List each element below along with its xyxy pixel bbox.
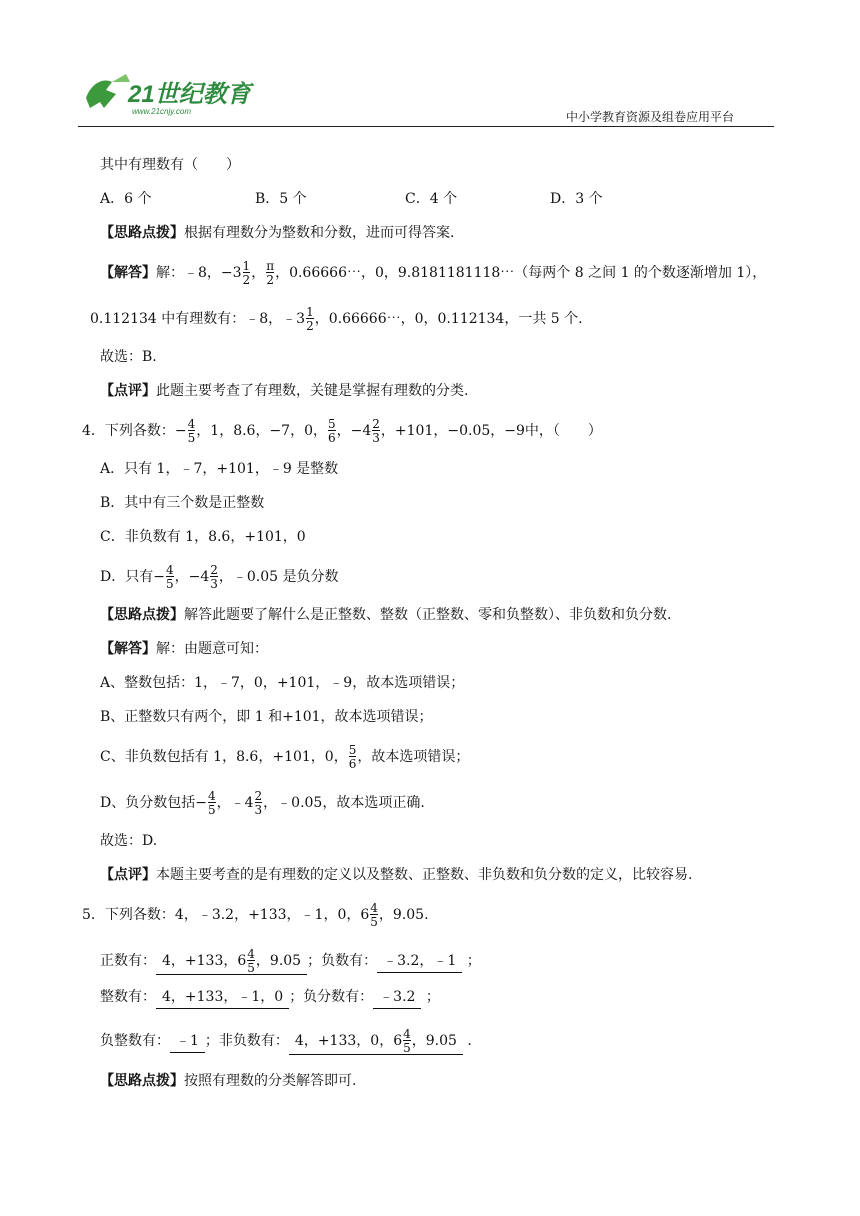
hint-tag: 【思路点拨】 — [100, 225, 184, 241]
label: 整数有： — [100, 989, 156, 1005]
review-text: 此题主要考查了有理数，关键是掌握有理数的分类. — [156, 383, 469, 399]
hint-tag: 【思路点拨】 — [100, 1073, 184, 1089]
q3-option-a: A．6 个 — [100, 191, 152, 207]
label: ；负数有： — [307, 953, 378, 969]
fraction: $\frac{2}{3}$ — [372, 417, 380, 445]
q3-option-d: D．3 个 — [550, 191, 603, 207]
q4-answer-intro — [100, 638, 268, 660]
hint-text: 根据有理数分为整数和分数，进而可得答案. — [184, 225, 455, 241]
q5-positive-line — [100, 948, 481, 975]
punctuation: . — [467, 1033, 472, 1049]
label: ；非负数有： — [204, 1033, 289, 1049]
answer-text: 0.66666⋯，0，9.8181181118⋯（每两个 8 之间 1 的个数逐渐增加 1）， — [289, 265, 767, 281]
fraction-pi: $\frac{\pi}{2}$ — [266, 259, 275, 287]
review-tag: 【点评】 — [100, 867, 156, 883]
stem-text: ，+101，−0.05，−9中，（ ） — [380, 423, 602, 439]
header-rule — [78, 126, 774, 127]
answer-blank: ﹣3.2 — [373, 986, 421, 1009]
svg-text:www.21cnjy.com: www.21cnjy.com — [132, 107, 191, 116]
punctuation: ； — [466, 953, 481, 969]
fraction: $\frac{5}{6}$ — [348, 743, 357, 771]
answer-text: 0.66666⋯，0，0.112134，一共 5 个. — [328, 311, 583, 327]
fraction: $\frac{1}{2}$ — [242, 259, 251, 287]
option-text: D．只有− — [100, 569, 165, 585]
q4-option-d — [100, 564, 339, 590]
answer-blank: ﹣3.2，﹣1 — [377, 950, 462, 973]
q4-answer-d — [100, 790, 425, 816]
hint-text: 解答此题要了解什么是正整数、整数（正整数、零和负整数）、非负数和负分数. — [184, 607, 672, 623]
fraction: $\frac{1}{2}$ — [306, 305, 314, 333]
q4-option-b: B．其中有三个数是正整数 — [100, 495, 265, 511]
answer-tag: 【解答】 — [100, 265, 156, 281]
punctuation: ； — [425, 989, 440, 1005]
fraction: $\frac{4}{5}$ — [187, 417, 196, 445]
answer-blank: 4，+133，﹣1，0 — [156, 986, 289, 1009]
q3-intro: 其中有理数有（ ） — [100, 157, 240, 173]
q3-choose: 故选：B. — [100, 349, 157, 365]
stem-text: 4．下列各数：− — [82, 423, 187, 439]
q4-answer-a: A、整数包括：1，﹣7，0，+101，﹣9，故本选项错误； — [100, 675, 465, 691]
hint-tag: 【思路点拨】 — [100, 607, 184, 623]
q3-options — [100, 188, 603, 210]
hint-text: 按照有理数的分类解答即可. — [184, 1073, 357, 1089]
page-header — [78, 60, 774, 128]
svg-text:21世纪教育: 21世纪教育 — [128, 81, 251, 108]
logo-icon — [78, 68, 258, 118]
answer-text: D、负分数包括− — [100, 795, 207, 811]
review-tag: 【点评】 — [100, 383, 156, 399]
answer-text: C、非负数包括有 1，8.6，+101，0， — [100, 749, 348, 765]
q3-option-b: B．5 个 — [255, 191, 307, 207]
answer-tag: 【解答】 — [100, 641, 156, 657]
stem-text: ，1，8.6，−7，0， — [196, 423, 327, 439]
option-text: ，−4 — [174, 569, 210, 585]
q5-negint-line — [100, 1028, 472, 1055]
label: 负整数有： — [100, 1033, 170, 1049]
q4-stem — [82, 418, 602, 444]
answer-text: ，﹣0.05，故本选项正确. — [263, 795, 425, 811]
answer-blank: ﹣1 — [170, 1030, 205, 1053]
stem-text: ，−4 — [336, 423, 372, 439]
answer-blank: 4，+133，6 $\frac{4}{5}$ ，9.05 — [156, 948, 307, 975]
stem-text: ，9.05. — [378, 907, 429, 923]
q5-integer-line — [100, 986, 440, 1009]
q4-review — [100, 864, 692, 886]
fraction: $\frac{4}{5}$ — [165, 563, 174, 591]
q5-stem — [82, 902, 429, 928]
answer-text: 0.112134 中有理数有：﹣8，﹣3 — [90, 311, 306, 327]
q3-review — [100, 380, 468, 402]
answer-text: ，﹣4 — [216, 795, 254, 811]
label: 正数有： — [100, 953, 156, 969]
q3-answer-line2: 0.112134 中有理数有：﹣8，﹣3 $\frac{1}{2}$ ，0.66666⋯，0，0.112134，一共 5 个. — [90, 305, 583, 333]
q4-answer-b: B、正整数只有两个，即 1 和+101，故本选项错误； — [100, 709, 433, 725]
q3-answer-line1: 【解答】解：﹣8，−3 $\frac{1}{2}$ ， $\frac{\pi}{2}$ ，0.66666⋯，0，9.8181181118⋯（每两个 8 之间 1 的个数逐渐增加 1）， — [100, 259, 767, 287]
fraction: $\frac{2}{3}$ — [254, 789, 263, 817]
fraction: $\frac{4}{5}$ — [370, 901, 378, 929]
fraction: $\frac{2}{3}$ — [210, 563, 218, 591]
platform-title: 中小学教育资源及组卷应用平台 — [565, 110, 734, 124]
q4-answer-c — [100, 744, 469, 770]
q4-option-c: C．非负数有 1，8.6，+101，0 — [100, 529, 306, 545]
q4-option-a: A．只有 1，﹣7，+101，﹣9 是整数 — [100, 461, 339, 477]
answer-text: ，故本选项错误； — [357, 749, 470, 765]
label: ；负分数有： — [289, 989, 374, 1005]
option-text: ，﹣0.05 是负分数 — [218, 569, 339, 585]
fraction: $\frac{5}{6}$ — [328, 417, 336, 445]
answer-text: 解：﹣8，−3 — [156, 265, 242, 281]
q3-hint — [100, 222, 454, 244]
q4-hint — [100, 604, 671, 626]
q5-hint — [100, 1070, 356, 1092]
review-text: 本题主要考查的是有理数的定义以及整数、正整数、非负数和负分数的定义，比较容易. — [156, 867, 693, 883]
stem-text: 5．下列各数：4，﹣3.2，+133，﹣1，0，6 — [82, 907, 370, 923]
answer-text: 解：由题意可知： — [156, 641, 268, 657]
q4-choose: 故选：D. — [100, 833, 158, 849]
fraction: $\frac{4}{5}$ — [207, 789, 216, 817]
q3-option-c: C．4 个 — [405, 191, 458, 207]
answer-blank: 4，+133，0，6 $\frac{4}{5}$ ，9.05 — [289, 1028, 463, 1055]
